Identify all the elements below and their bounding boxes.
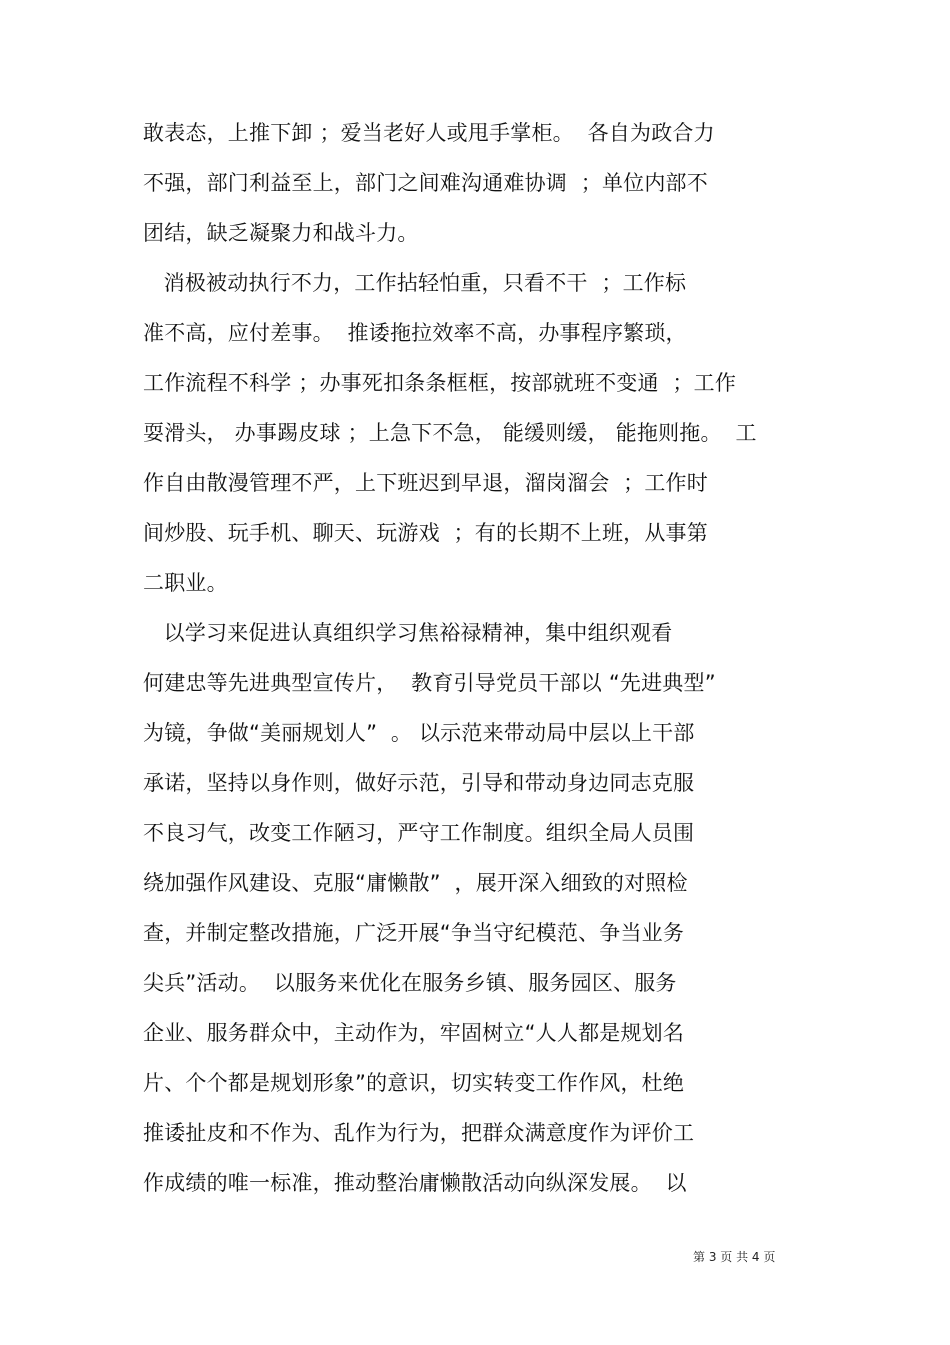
text-line: 尖兵”活动。 以服务来优化在服务乡镇、服务园区、服务 (143, 971, 677, 995)
text-line: 何建忠等先进典型宣传片， 教育引导党员干部以 “先进典型” (143, 671, 716, 695)
text-line: 二职业。 (143, 571, 228, 595)
text-line: 间炒股、玩手机、聊天、玩游戏 ；有的长期不上班，从事第 (143, 521, 708, 545)
text-line: 作自由散漫管理不严，上下班迟到早退，溜岗溜会 ；工作时 (143, 471, 708, 495)
text-line: 工作流程不科学 ；办事死扣条条框框，按部就班不变通 ；工作 (143, 371, 737, 395)
text-line: 为镜，争做“美丽规划人” 。 以示范来带动局中层以上干部 (143, 721, 695, 745)
text-line: 企业、服务群众中，主动作为，牢固树立“人人都是规划名 (143, 1021, 685, 1045)
text-line: 承诺，坚持以身作则，做好示范，引导和带动身边同志克服 (143, 771, 695, 795)
page-number-footer: 第 3 页 共 4 页 (693, 1250, 776, 1264)
text-line: 以学习来促进认真组织学习焦裕禄精神，集中组织观看 (143, 621, 673, 645)
text-line: 不良习气，改变工作陋习，严守工作制度。组织全局人员围 (143, 821, 695, 845)
text-line: 推诿扯皮和不作为、乱作为行为，把群众满意度作为评价工 (143, 1121, 695, 1145)
text-line: 不强，部门利益至上，部门之间难沟通难协调 ；单位内部不 (143, 171, 708, 195)
text-line: 消极被动执行不力，工作拈轻怕重，只看不干 ；工作标 (143, 271, 687, 295)
text-line: 查，并制定整改措施，广泛开展“争当守纪模范、争当业务 (143, 921, 685, 945)
text-line: 准不高，应付差事。 推诿拖拉效率不高，办事程序繁琐， (143, 321, 687, 345)
text-line: 团结，缺乏凝聚力和战斗力。 (143, 221, 419, 245)
text-line: 作成绩的唯一标准，推动整治庸懒散活动向纵深发展。 以 (143, 1171, 687, 1195)
text-line: 敢表态，上推下卸 ；爱当老好人或甩手掌柜。 各自为政合力 (143, 121, 715, 145)
text-line: 绕加强作风建设、克服“庸懒散” ，展开深入细致的对照检 (143, 871, 688, 895)
text-line: 耍滑头， 办事踢皮球 ；上急下不急， 能缓则缓， 能拖则拖。 工 (143, 421, 757, 445)
text-line: 片、个个都是规划形象”的意识，切实转变工作作风，杜绝 (143, 1071, 685, 1095)
